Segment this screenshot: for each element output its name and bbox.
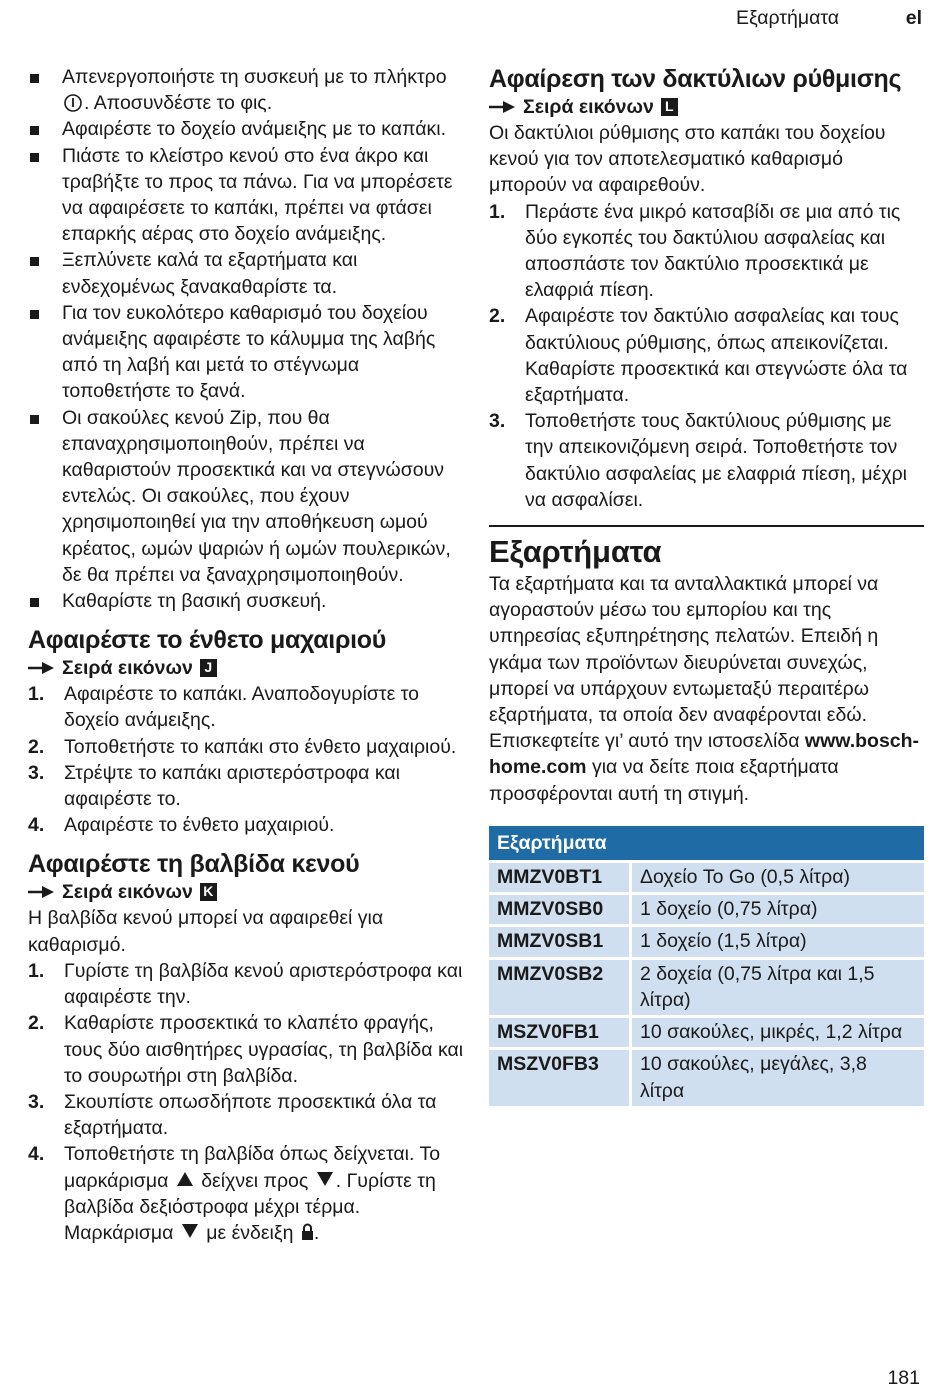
accessories-table — [489, 823, 924, 1109]
table-row — [489, 1018, 924, 1047]
accessory-code: MMZV0SB2 — [489, 960, 632, 1015]
bullet-item: Για τον ευκολότερο καθαρισμό του δοχείου ανάμειξης αφαιρέστε το κάλυμμα της λαβής από τη λαβή και μετά το στέγνωμα τοποθετήστε το ξανά. — [28, 300, 468, 405]
bullet-item: Ξεπλύνετε καλά τα εξαρτήματα και ενδεχομένως ξανακαθαρίστε τα. — [28, 247, 468, 299]
bullet-item: Αφαιρέστε το δοχείο ανάμειξης με το καπάκι. — [28, 116, 468, 142]
rings-intro-text: Οι δακτύλιοι ρύθμισης στο καπάκι του δοχείου κενού για τον αποτελεσματικό καθαρισμό μπορούν να αφαιρεθούν. — [489, 122, 886, 197]
step-item: 3. Τοποθετήστε τους δακτύλιους ρύθμισης με την απεικονιζόμενη σειρά. Τοποθετήστε τον δακτύλιο ασφαλείας με ελαφριά πίεση, μέχρι να ασφαλίσει. — [489, 410, 907, 511]
arrow-right-icon — [28, 885, 54, 899]
accessory-description: Δοχείο To Go (0,5 λίτρα) — [632, 863, 924, 892]
step-item: 2. Αφαιρέστε τον δακτύλιο ασφαλείας και τους δακτύλιους ρύθμισης, όπως απεικονίζεται. Καθαρίστε προσεκτικά και στεγνώστε όλα τα εξαρτήματα. — [489, 305, 908, 407]
accessory-description: 10 σακούλες, μεγάλες, 3,8 λίτρα — [632, 1050, 924, 1105]
header-section-title: Εξαρτήματα — [736, 7, 840, 29]
table-row — [489, 927, 924, 956]
step-item: 4. Αφαιρέστε το ένθετο μαχαιριού. — [28, 814, 335, 837]
figure-label-box: K — [200, 883, 217, 901]
accessory-code: MMZV0BT1 — [489, 863, 632, 892]
rings-steps-list — [489, 199, 924, 513]
step-item: 1. Γυρίστε τη βαλβίδα κενού αριστερόστροφα και αφαιρέστε την. — [28, 959, 463, 1009]
accessory-description: 2 δοχεία (0,75 λίτρα και 1,5 λίτρα) — [632, 960, 924, 1015]
step-item: 2. Καθαρίστε προσεκτικά το κλαπέτο φραγής, τους δύο αισθητήρες υγρασίας, τη βαλβίδα και το σουρωτήρι στη βαλβίδα. — [28, 1012, 464, 1087]
adjustment-rings-heading: Αφαίρεση των δακτύλιων ρύθμισης — [489, 65, 902, 93]
right-column — [489, 64, 924, 1109]
valve-figure-reference: Σειρά εικόνων K — [28, 879, 468, 905]
page-header — [0, 5, 950, 33]
cleaning-bullet-list — [28, 64, 468, 614]
arrow-right-icon — [28, 661, 54, 675]
table-row — [489, 1050, 924, 1105]
accessory-code: MMZV0SB1 — [489, 927, 632, 956]
table-row — [489, 863, 924, 892]
accessory-description: 1 δοχείο (1,5 λίτρα) — [632, 927, 924, 956]
figure-label-box: J — [200, 659, 217, 677]
step-item: 1. Περάστε ένα μικρό κατσαβίδι σε μια από τις δύο εγκοπές του δακτύλιου ασφαλείας και αποσπάστε τον δακτύλιο προσεκτικά με ελαφριά πίεση. — [489, 200, 901, 302]
step-item: 4. Τοποθετήστε τη βαλβίδα όπως δείχνεται. Το μαρκάρισμα δείχνει προς . Γυρίστε τη βαλβίδα δεξιόστροφα μέχρι τέρμα. Μαρκάρισμα με ένδειξη . — [28, 1143, 441, 1244]
triangle-down-icon — [182, 1224, 198, 1238]
step-item: 3. Σκουπίστε οπωσδήποτε προσεκτικά όλα τα εξαρτήματα. — [28, 1090, 437, 1140]
triangle-down-icon — [317, 1172, 333, 1186]
bullet-item: Απενεργοποιήστε τη συσκευή με το πλήκτρο . Αποσυνδέστε το φις. — [28, 64, 468, 116]
vacuum-valve-heading: Αφαιρέστε τη βαλβίδα κενού — [28, 850, 360, 879]
step-item: 2. Τοποθετήστε το καπάκι στο ένθετο μαχαιριού. — [28, 735, 457, 758]
figure-label-box: L — [661, 98, 678, 116]
triangle-up-icon — [177, 1172, 193, 1186]
accessory-description: 1 δοχείο (0,75 λίτρα) — [632, 895, 924, 924]
section-divider — [489, 525, 924, 527]
accessory-description: 10 σακούλες, μικρές, 1,2 λίτρα — [632, 1018, 924, 1047]
table-row — [489, 895, 924, 924]
accessories-heading: Εξαρτήματα — [489, 534, 662, 570]
accessory-code: MMZV0SB0 — [489, 895, 632, 924]
knife-steps-list — [28, 681, 468, 838]
accessories-table-header: Εξαρτήματα — [489, 826, 924, 860]
power-button-icon — [64, 94, 82, 112]
bullet-item: Πιάστε το κλείστρο κενού στο ένα άκρο και τραβήξτε το προς τα πάνω. Για να μπορέσετε να αφαιρέσετε το καπάκι, πρέπει να φτάσει επαρκής αέρας στο δοχείο ανάμειξης. — [28, 143, 468, 248]
arrow-right-icon — [489, 100, 515, 114]
lock-icon — [301, 1223, 314, 1241]
accessory-code: MSZV0FB1 — [489, 1018, 632, 1047]
left-column — [28, 64, 468, 1246]
step-item: 1. Αφαιρέστε το καπάκι. Αναποδογυρίστε το δοχείο ανάμειξης. — [28, 683, 420, 732]
valve-steps-list — [28, 958, 468, 1246]
bullet-item: Καθαρίστε τη βασική συσκευή. — [28, 588, 468, 614]
bullet-item: Οι σακούλες κενού Zip, που θα επαναχρησιμοποιηθούν, πρέπει να καθαριστούν προσεκτικά και να στεγνώσουν εντελώς. Οι σακούλες, που έχουν χρησιμοποιηθεί για την αποθήκευση ωμού κρέατος, ωμών ψαριών ή ωμών πουλερικών, δε θα πρέπει να ξαναχρησιμοποιηθούν. — [28, 405, 468, 588]
accessories-intro-text: Τα εξαρτήματα και τα ανταλλακτικά μπορεί να αγοραστούν μέσω του εμπορίου και της υπηρεσίας εξυπηρέτησης πελατών. Επειδή η γκάμα των προϊόντων διευρύνεται συνεχώς, μπορεί να υπάρχουν εντωμεταξύ περαιτέρω εξαρτήματα, τα οποία δεν αναφέρονται εδώ. Επισκεφτείτε γι’ αυτό την ιστοσελίδα www.bosch-home.com για να δείτε ποια εξαρτήματα προσφέρονται αυτή τη στιγμή. — [489, 573, 920, 805]
table-row — [489, 960, 924, 1015]
accessory-code: MSZV0FB3 — [489, 1050, 632, 1105]
rings-figure-reference: Σειρά εικόνων L — [489, 94, 924, 120]
valve-intro-text: Η βαλβίδα κενού μπορεί να αφαιρεθεί για καθαρισμό. — [28, 907, 384, 956]
header-language-code: el — [905, 7, 922, 29]
step-item: 3. Στρέψτε το καπάκι αριστερόστροφα και αφαιρέστε το. — [28, 761, 400, 811]
knife-insert-heading: Αφαιρέστε το ένθετο μαχαιριού — [28, 626, 386, 655]
knife-figure-reference: Σειρά εικόνων J — [28, 655, 468, 681]
page-number: 181 — [887, 1366, 920, 1389]
bosch-website-link[interactable]: www.bosch-home.com — [489, 730, 920, 779]
